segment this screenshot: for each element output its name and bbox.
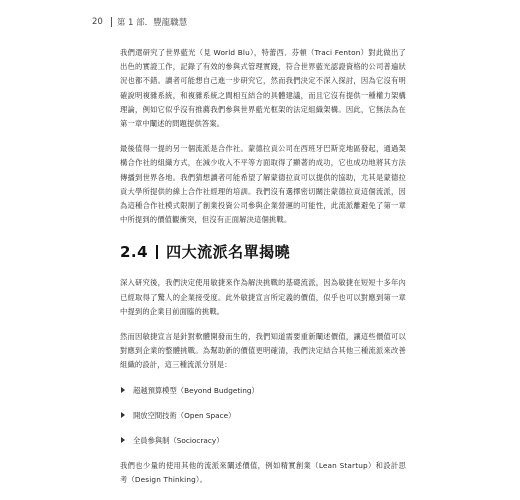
triangle-bullet-icon bbox=[121, 387, 125, 393]
paragraph-agile-values: 然而因敏捷宣言是針對軟體開發而生的，我們知道需要重新闡述價值，讓這些價值可以對應到企業的整體挑戰。為幫助新的價值更明確清，我們決定結合其他三種流派來改善組織的設計，這三種流派分別是： bbox=[120, 332, 406, 370]
schools-list bbox=[120, 384, 406, 447]
list-item bbox=[120, 409, 406, 422]
section-heading bbox=[120, 241, 406, 262]
list-item bbox=[120, 384, 406, 397]
page-body bbox=[120, 46, 406, 498]
header-divider bbox=[111, 17, 112, 27]
list-item-label: 超越預算模型（Beyond Budgeting） bbox=[133, 385, 259, 395]
list-item-label: 全員參與制（Sociocracy） bbox=[133, 435, 224, 445]
triangle-bullet-icon bbox=[121, 437, 125, 443]
page-number: 20 bbox=[92, 17, 103, 27]
section-number: 2.4 bbox=[120, 242, 149, 261]
paragraph-other-schools: 我們也少量的使用其他的流派來闡述價值，例如精實創業（Lean Startup）和設計思考（Design Thinking）。 bbox=[120, 460, 406, 484]
list-item-label: 開放空間技術（Open Space） bbox=[133, 410, 236, 420]
section-title: 四大流派名單揭曉 bbox=[166, 243, 291, 262]
triangle-bullet-icon bbox=[121, 412, 125, 418]
paragraph-cooperatives: 最後值得一提的另一個流派是合作社。蒙德拉貢公司在西班牙巴斯克地區發起，通過架構合作社的組織方式，在減少收入不平等方面取得了顯著的成功，它也成功地將其方法傳播到世界各地。我們猜想讀者可能希望了解蒙德拉貢可以提供的協助，尤其是蒙德拉貢大學所提供的線上合作社經理的培訓。我們沒有選擇密切關注蒙德拉貢這個流派，因為這種合作社模式限制了創業投資公司參與企業營運的可能性，此流派離避免了第一章中所提到的價值觀衝突，但沒有正面解決這個挑戰。 bbox=[120, 144, 406, 225]
chapter-title: 第 1 部．豐龍職慧 bbox=[116, 18, 188, 28]
paragraph-agile-basis: 深入研究後，我們決定使用敏捷來作為解決挑戰的基礎流派，因為敏捷在短短十多年內已經取得了驚人的企業接受度。此外敏捷宣言所定義的價值，似乎也可以對應到第一章中提到的企業目前面臨的挑戰。 bbox=[120, 278, 406, 316]
paragraph-world-blu: 我們還研究了世界藍光（見 World Blu），特蕾西．芬頓（Traci Fenton）對此做出了出色的實證工作，記錄了有效的參與式管理實踐，符合世界藍光認證資格的公司普遍狀況也都不錯。讀者可能想自己進一步研究它，然而我們決定不深入探討，因為它沒有明確說明複雜系統，和複雜系統之間相互結合的具體建議，而且它沒有提供一種權力架構理論，例如它似乎沒有推薦我們參與世界藍光框架的法定組織架構。因此，它無法為在第一章中闡述的問題提供答案。 bbox=[120, 48, 406, 129]
running-header bbox=[92, 16, 187, 28]
heading-divider bbox=[156, 245, 158, 259]
list-item bbox=[120, 434, 406, 447]
